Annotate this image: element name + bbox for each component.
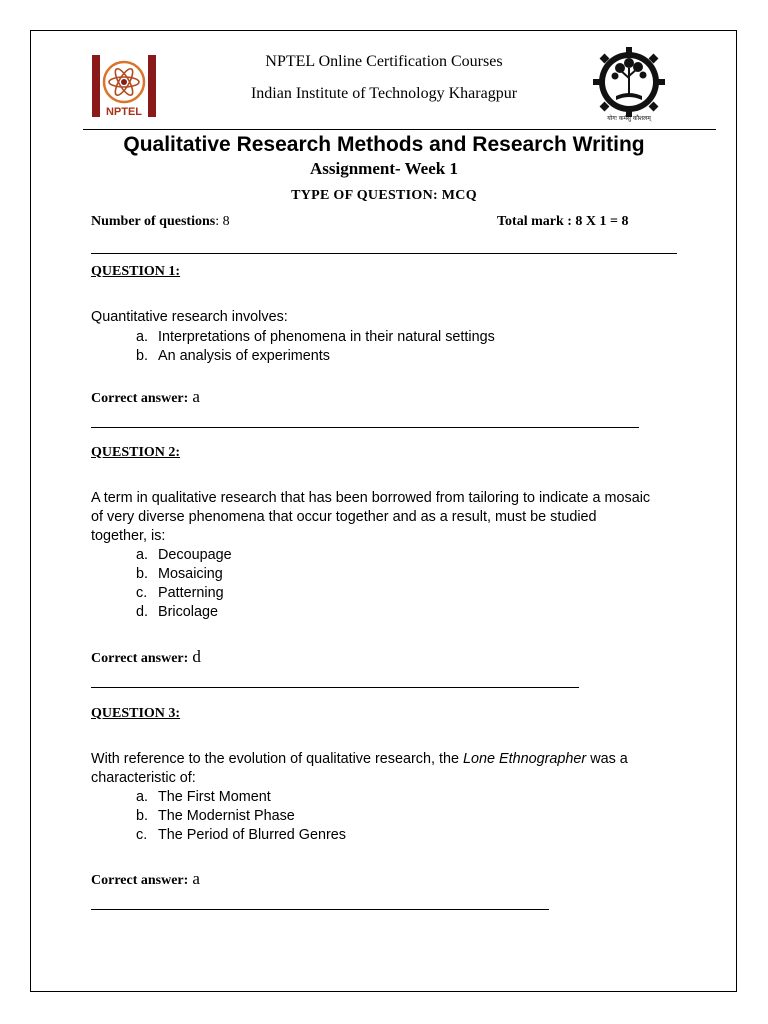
question-1-option-a [136,328,495,347]
header-line-2: Indian Institute of Technology Kharagpur [250,85,518,102]
question-2-text-line: together, is: [91,528,166,544]
question-type: TYPE OF QUESTION: MCQ [291,188,477,203]
question-3-options [136,788,346,845]
option-text: The Modernist Phase [158,808,295,824]
number-of-questions [91,214,230,230]
total-mark: Total mark : 8 X 1 = 8 [497,214,629,229]
question-1-text: Quantitative research involves: [91,309,288,325]
option-text: Interpretations of phenomena in their natural settings [158,329,495,345]
question-2-text [91,489,650,546]
question-1-heading: QUESTION 1: [91,264,181,279]
option-text: Decoupage [158,547,232,563]
document-title: Qualitative Research Methods and Research Writing [123,133,645,156]
num-questions-label: Number of questions [91,214,216,229]
question-2-text-line: of very diverse phenomena that occur together and as a result, must be studied [91,509,597,525]
iit-kharagpur-logo [590,46,668,122]
option-letter: a. [136,547,149,563]
option-text: The Period of Blurred Genres [158,827,346,843]
option-letter: a. [136,329,149,345]
question-3-option-a [136,788,346,807]
question-3-heading: QUESTION 3: [91,706,181,721]
header-divider [83,129,716,130]
option-text: Bricolage [158,604,218,620]
option-letter: a. [136,789,149,805]
question-3-text-post: was a [586,751,628,767]
question-3-divider [91,909,549,910]
question-3-text [91,750,628,788]
question-2-heading: QUESTION 2: [91,445,181,460]
question-2-text-line: A term in qualitative research that has been borrowed from tailoring to indicate a mosaic [91,490,651,506]
question-2-answer [91,647,201,667]
option-letter: c. [136,827,148,843]
question-2-divider [91,687,579,688]
question-2-options [136,546,232,622]
option-text: An analysis of experiments [158,348,330,364]
question-3-text-line: characteristic of: [91,770,196,786]
num-questions-value: : 8 [215,214,230,229]
answer-value: d [192,647,201,666]
question-1-divider [91,427,639,428]
question-3-option-b [136,807,346,826]
assignment-subtitle: Assignment- Week 1 [310,159,458,178]
question-1-option-b [136,347,495,366]
option-text: Mosaicing [158,566,223,582]
answer-value: a [192,869,200,888]
option-letter: b. [136,566,149,582]
option-letter: d. [136,604,149,620]
answer-label: Correct answer: [91,651,189,666]
option-letter: b. [136,348,149,364]
question-3-option-c [136,826,346,845]
meta-divider [91,253,677,254]
question-2-option-a [136,546,232,565]
option-text: Patterning [158,585,224,601]
logo-motto: योगः कर्मसु कौशलम् [607,115,651,122]
option-letter: b. [136,808,149,824]
header-line-1: NPTEL Online Certification Courses [265,53,503,70]
answer-label: Correct answer: [91,391,189,406]
answer-value: a [192,387,200,406]
question-2-option-b [136,565,232,584]
question-1-answer [91,387,200,407]
question-3-text-pre: With reference to the evolution of qualitative research, the [91,751,463,767]
answer-label: Correct answer: [91,873,189,888]
option-text: The First Moment [158,789,271,805]
question-2-option-c [136,584,232,603]
question-3-answer [91,869,200,889]
question-2-option-d [136,603,232,622]
option-letter: c. [136,585,148,601]
question-3-text-emphasis: Lone Ethnographer [462,751,587,767]
question-1-options [136,328,495,366]
nptel-logo-text: NPTEL [105,106,143,118]
